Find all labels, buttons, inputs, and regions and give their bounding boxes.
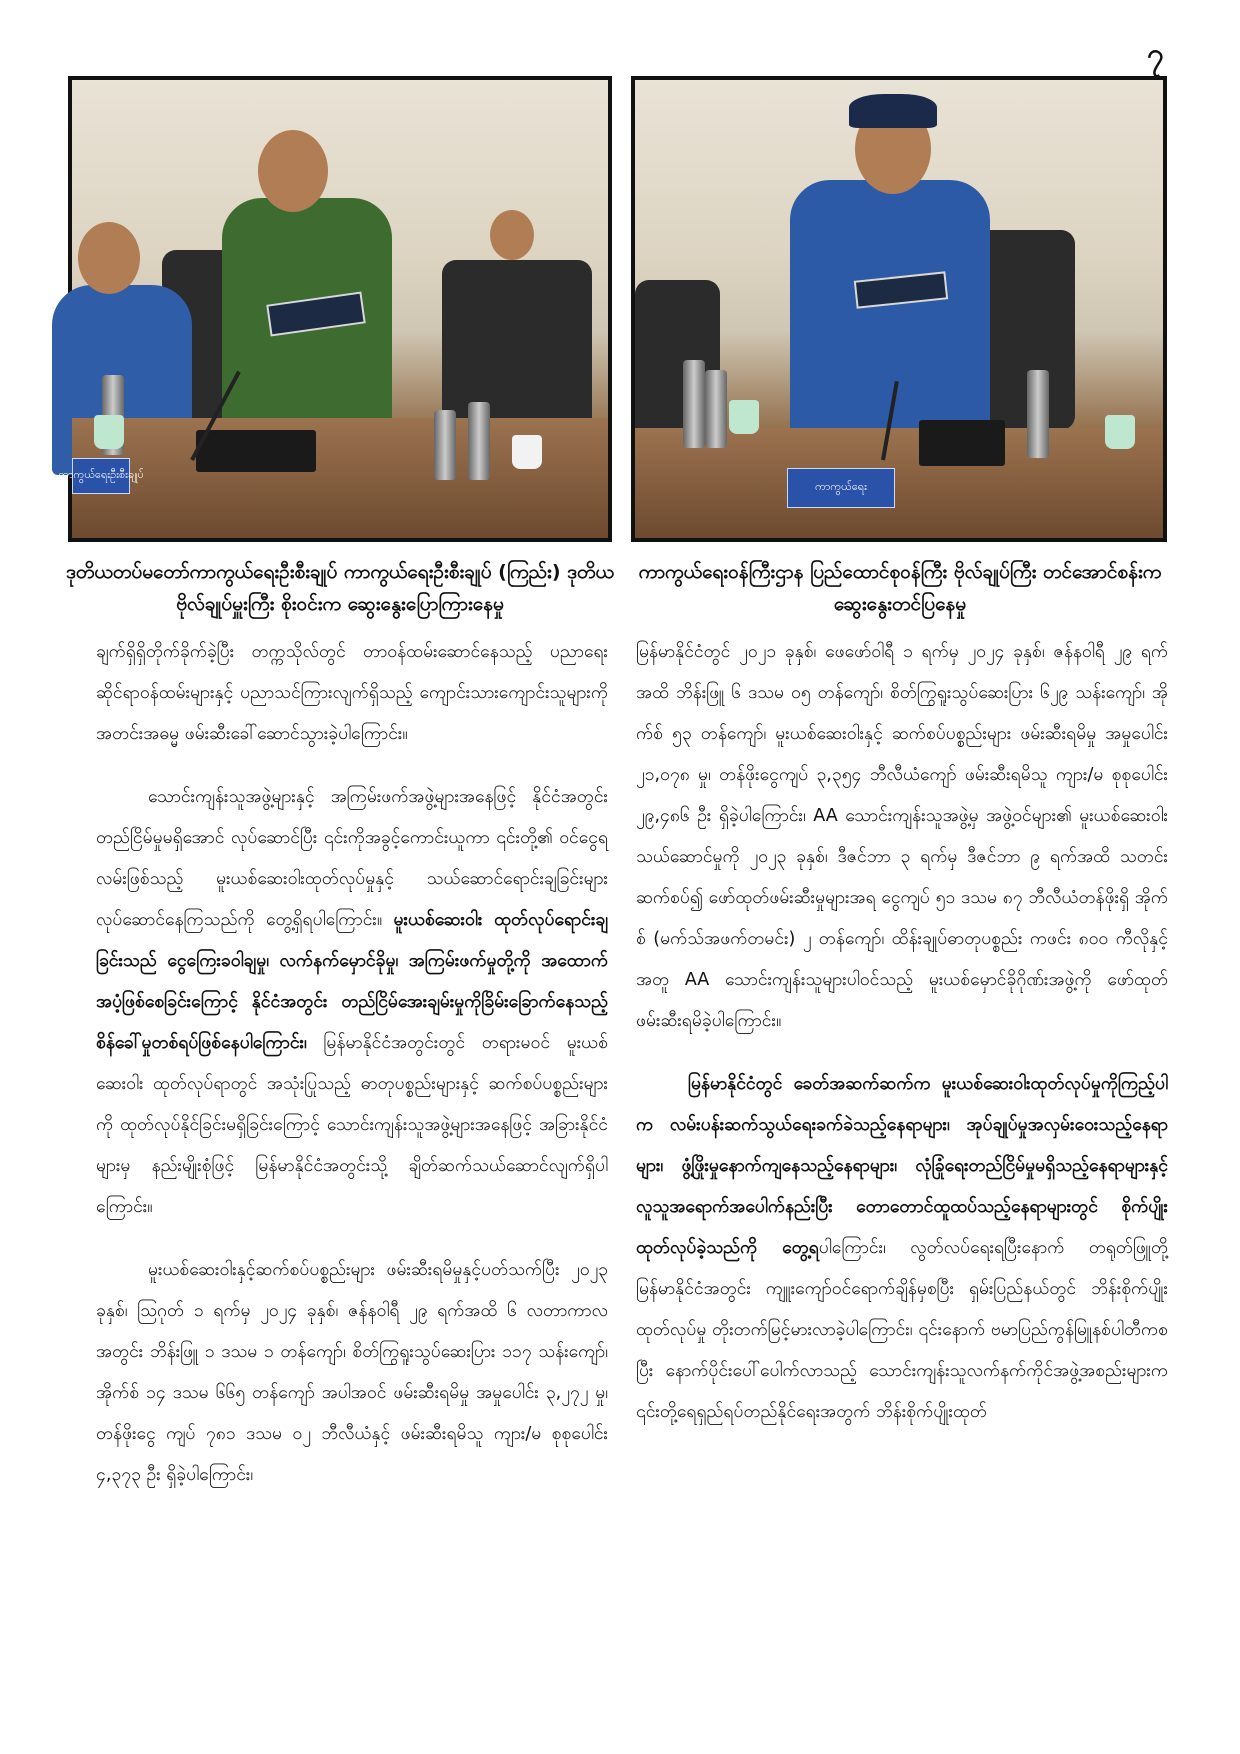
nameplate: ကာကွယ်ရေးဦးစီးချုပ် <box>72 458 130 494</box>
paragraph: မူးယစ်ဆေးဝါးနှင့်ဆက်စပ်ပစ္စည်းများ ဖမ်းဆီးရမိမှုနှင့်ပတ်သက်ပြီး ၂၀၂၃ ခုနှစ်၊ ဩဂုတ် ၁ ရက်မှ ၂၀၂၄ ခုနှစ်၊ ဇန်နဝါရီ ၂၉ ရက်အထိ ၆ လတာကာလအတွင်း ဘိန်းဖြူ ၁ ဒသမ ၁ တန်ကျော်၊ စိတ်ကြွရူးသွပ်ဆေးပြား ၁၁၇ သန်းကျော်၊ အိုက်စ် ၁၄ ဒသမ ၆၆၅ တန်ကျော် အပါအဝင် ဖမ်းဆီးရမိမှု အမှုပေါင်း ၃,၂၇၂ မှု၊ တန်ဖိုးငွေ ကျပ် ၇၈၁ ဒသမ ၀၂ ဘီလီယံနှင့် ဖမ်းဆီးရမိသူ ကျား/မ စုစုပေါင်း ၄,၃၇၃ ဦး ရှိခဲ့ပါကြောင်း၊ <box>96 1260 608 1485</box>
photo-caption-left: ဒုတိယတပ်မတော်ကာကွယ်ရေးဦးစီးချုပ် ကာကွယ်ရေးဦးစီးချုပ် (ကြည်း) ဒုတိယဗိုလ်ချုပ်မှူးကြီး စိုးဝင်းက ဆွေးနွေးပြောကြားနေမှု <box>66 561 614 615</box>
paragraph: မြန်မာနိုင်ငံတွင် ခေတ်အဆက်ဆက်က မူးယစ်ဆေးဝါးထုတ်လုပ်မှုကိုကြည့်ပါက လမ်းပန်းဆက်သွယ်ရေးခက်ခဲသည့်နေရာများ၊ အုပ်ချုပ်မှုအလှမ်းဝေးသည့်နေရာများ၊ ဖွံ့ဖြိုးမှုနောက်ကျနေသည့်နေရာများ၊ လုံခြုံရေးတည်ငြိမ်မှုမရှိသည့်နေရာများနှင့် လူသူအရောက်အပေါက်နည်းပြီး တောတောင်ထူထပ်သည့်နေရာများတွင် စိုက်ပျိုးထုတ်လုပ်ခဲ့သည်ကို တွေ့ရပါကြောင်း၊ လွတ်လပ်ရေးရပြီးနောက် တရုတ်ဖြူတို့ မြန်မာနိုင်ငံအတွင်း ကျူးကျော်ဝင်ရောက်ချိန်မှစပြီး ရှမ်းပြည်နယ်တွင် ဘိန်းစိုက်ပျိုးထုတ်လုပ်မှု တိုးတက်မြင့်မားလာခဲ့ပါကြောင်း၊ ၎င်းနောက် ဗမာပြည်ကွန်မြူနစ်ပါတီကစပြီး နောက်ပိုင်းပေါ်ပေါက်လာသည့် သောင်းကျန်းသူလက်နက်ကိုင်အဖွဲ့အစည်းများက ၎င်းတို့ရေရှည်ရပ်တည်နိုင်ရေးအတွက် ဘိန်းစိုက်ပျိုးထုတ် <box>636 1074 1168 1422</box>
bold-statement: မူးယစ်ဆေးဝါး ထုတ်လုပ်ရောင်းချခြင်းသည် ငွေကြေးခဝါချမှု၊ လက်နက်မှောင်ခိုမှု၊ အကြမ်းဖက်မှုတို့ကို အထောက်အပံ့ဖြစ်စေခြင်းကြောင့် နိုင်ငံအတွင်း တည်ငြိမ်အေးချမ်းမှုကိုခြိမ်းခြောက်နေသည့် စိန်ခေါ်မှုတစ်ရပ်ဖြစ်နေပါကြောင်း၊ <box>96 910 608 1053</box>
paragraph: ချက်ရှိရှိတိုက်ခိုက်ခဲ့ပြီး တက္ကသိုလ်တွင် တာဝန်ထမ်းဆောင်နေသည့် ပညာရေးဆိုင်ရာဝန်ထမ်းများနှင့် ပညာသင်ကြားလျက်ရှိသည့် ကျောင်းသားကျောင်းသူများကို အတင်းအဓမ္မ ဖမ်းဆီးခေါ်ဆောင်သွားခဲ့ပါကြောင်း။ <box>96 642 608 744</box>
meeting-photo-right <box>631 76 1167 542</box>
meeting-photo-left <box>58 76 612 542</box>
page-number: ၇ <box>1147 37 1164 72</box>
article-column-left <box>96 632 608 1518</box>
article-column-right <box>636 632 1168 1455</box>
paragraph: မြန်မာနိုင်ငံတွင် ၂၀၂၁ ခုနှစ်၊ ဖေဖော်ဝါရီ ၁ ရက်မှ ၂၀၂၄ ခုနှစ်၊ ဇန်နဝါရီ ၂၉ ရက်အထိ ဘိန်းဖြူ ၆ ဒသမ ၀၅ တန်ကျော်၊ စိတ်ကြွရူးသွပ်ဆေးပြား ၆၂၉ သန်းကျော်၊ အိုက်စ် ၅၃ တန်ကျော်၊ မူးယစ်ဆေးဝါးနှင့် ဆက်စပ်ပစ္စည်းများ ဖမ်းဆီးရမိမှု အမှုပေါင်း ၂၁,၀၇၈ မှု၊ တန်ဖိုးငွေကျပ် ၃,၃၅၄ ဘီလီယံကျော် ဖမ်းဆီးရမိသူ ကျား/မ စုစုပေါင်း ၂၉,၄၈၆ ဦး ရှိခဲ့ပါကြောင်း၊ AA သောင်းကျန်းသူအဖွဲ့မှ အဖွဲ့ဝင်များ၏ မူးယစ်ဆေးဝါးသယ်ဆောင်မှုကို ၂၀၂၃ ခုနှစ်၊ ဒီဇင်ဘာ ၃ ရက်မှ ဒီဇင်ဘာ ၉ ရက်အထိ သတင်းဆက်စပ်၍ ဖော်ထုတ်ဖမ်းဆီးမှုများအရ ငွေကျပ် ၅၁ ဒသမ ၈၇ ဘီလီယံတန်ဖိုးရှိ အိုက်စ် (မက်သ်အဖက်တမင်း) ၂ တန်ကျော်၊ ထိန်းချုပ်ဓာတုပစ္စည်း ကဖင်း ၈၀၀ ကီလိုနှင့် အတူ AA သောင်းကျန်းသူများပါဝင်သည့် မူးယစ်မှောင်ခိုဂိုဏ်းအဖွဲ့ကို ဖော်ထုတ်ဖမ်းဆီးရမိခဲ့ပါကြောင်း။ <box>636 642 1168 1031</box>
photo-caption-right: ကာကွယ်ရေးဝန်ကြီးဌာန ပြည်ထောင်စုဝန်ကြီး ဗိုလ်ချုပ်ကြီး တင်အောင်စန်းက ဆွေးနွေးတင်ပြနေမှု <box>638 561 1162 615</box>
bold-statement: မြန်မာနိုင်ငံတွင် ခေတ်အဆက်ဆက်က မူးယစ်ဆေးဝါးထုတ်လုပ်မှုကိုကြည့်ပါက လမ်းပန်းဆက်သွယ်ရေးခက်ခဲသည့်နေရာများ၊ အုပ်ချုပ်မှုအလှမ်းဝေးသည့်နေရာများ၊ ဖွံ့ဖြိုးမှုနောက်ကျနေသည့်နေရာများ၊ လုံခြုံရေးတည်ငြိမ်မှုမရှိသည့်နေရာများနှင့် လူသူအရောက်အပေါက်နည်းပြီး တောတောင်ထူထပ်သည့်နေရာများတွင် စိုက်ပျိုးထုတ်လုပ်ခဲ့သည်ကို တွေ့ရ <box>636 1074 1168 1258</box>
paragraph: သောင်းကျန်းသူအဖွဲ့များနှင့် အကြမ်းဖက်အဖွဲ့များအနေဖြင့် နိုင်ငံအတွင်းတည်ငြိမ်မှုမရှိအောင် လုပ်ဆောင်ပြီး ၎င်းကိုအခွင့်ကောင်းယူကာ ၎င်းတို့၏ ဝင်ငွေရလမ်းဖြစ်သည့် မူးယစ်ဆေးဝါးထုတ်လုပ်မှုနှင့် သယ်ဆောင်ရောင်းချခြင်းများ လုပ်ဆောင်နေကြသည်ကို တွေ့ရှိရပါကြောင်း။ မူးယစ်ဆေးဝါး ထုတ်လုပ်ရောင်းချခြင်းသည် ငွေကြေးခဝါချမှု၊ လက်နက်မှောင်ခိုမှု၊ အကြမ်းဖက်မှုတို့ကို အထောက်အပံ့ဖြစ်စေခြင်းကြောင့် နိုင်ငံအတွင်း တည်ငြိမ်အေးချမ်းမှုကိုခြိမ်းခြောက်နေသည့် စိန်ခေါ်မှုတစ်ရပ်ဖြစ်နေပါကြောင်း၊ မြန်မာနိုင်ငံအတွင်းတွင် တရားမဝင် မူးယစ်ဆေးဝါး ထုတ်လုပ်ရာတွင် အသုံးပြုသည့် ဓာတုပစ္စည်းများနှင့် ဆက်စပ်ပစ္စည်းများကို ထုတ်လုပ်နိုင်ခြင်းမရှိခြင်းကြောင့် သောင်းကျန်းသူအဖွဲ့များအနေဖြင့် အခြားနိုင်ငံများမှ နည်းမျိုးစုံဖြင့် မြန်မာနိုင်ငံအတွင်းသို့ ချိတ်ဆက်သယ်ဆောင်လျက်ရှိပါကြောင်း။ <box>96 787 608 1217</box>
nameplate: ကာကွယ်ရေး <box>787 468 895 508</box>
